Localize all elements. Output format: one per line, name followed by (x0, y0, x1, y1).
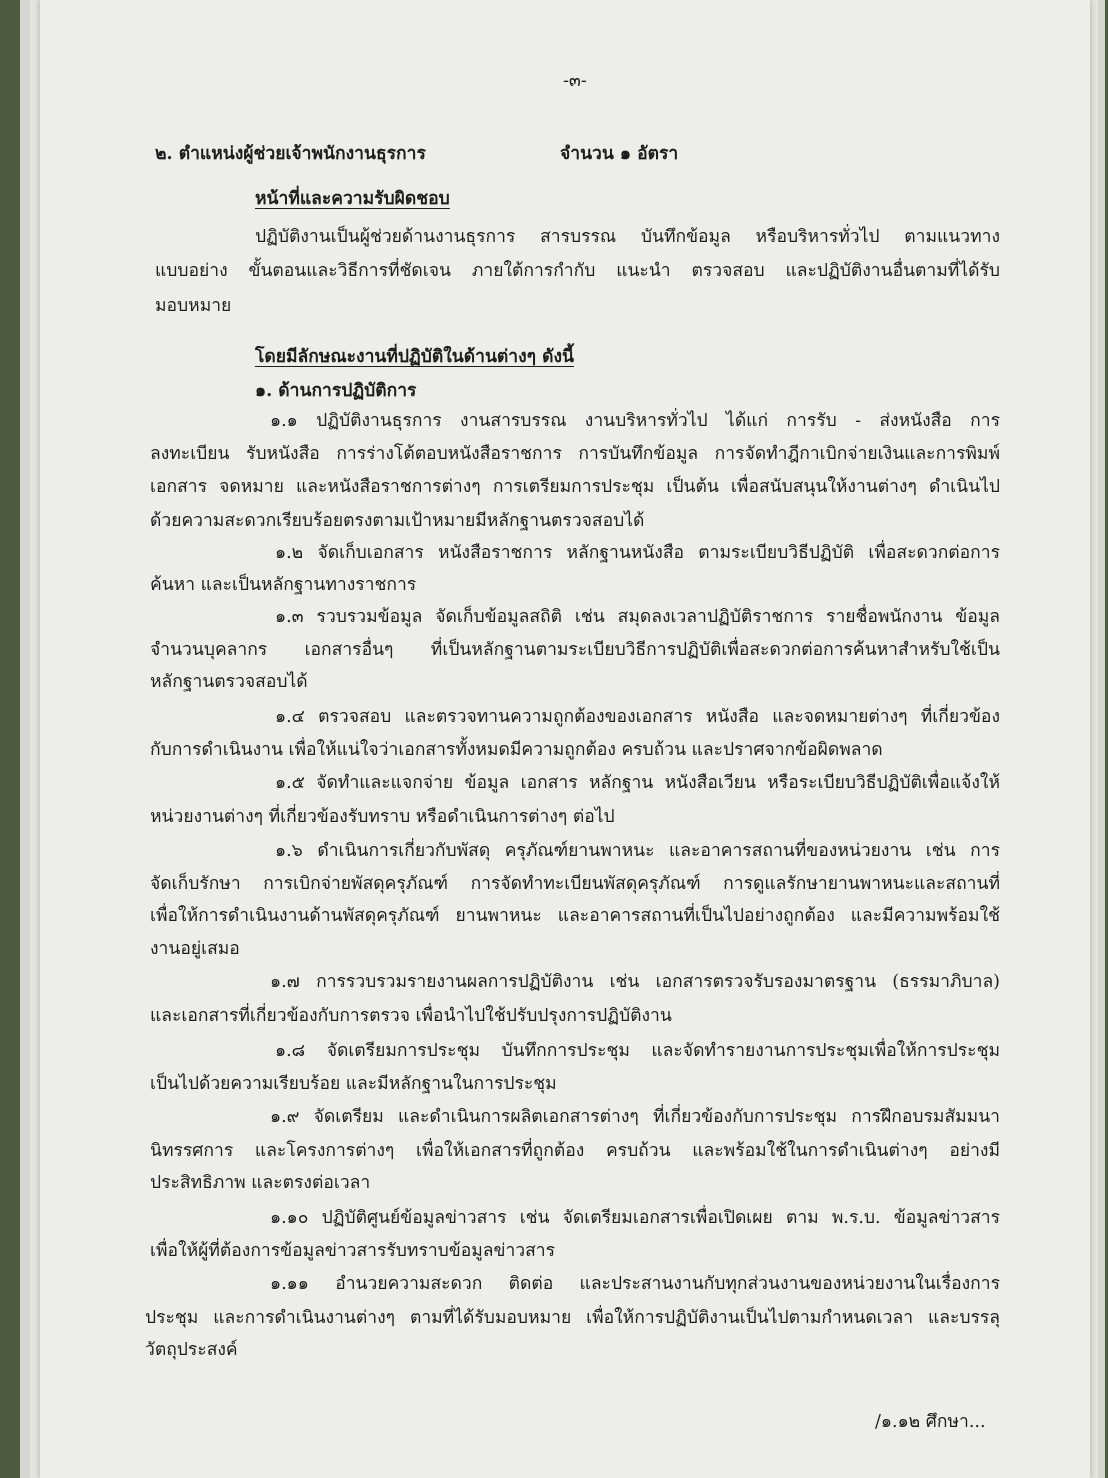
item-1-2-line-2: ค้นหา และเป็นหลักฐานทางราชการ (150, 575, 417, 595)
item-1-1-line-3: เอกสาร จดหมาย และหนังสือราชการต่างๆ การเตรียมการประชุม เป็นต้น เพื่อสนับสนุนให้งานต่างๆ ดำเนินไป (150, 477, 1000, 497)
footer-continuation: /๑.๑๒ ศึกษา... (875, 1412, 986, 1432)
item-1-6-line-4: งานอยู่เสมอ (150, 939, 240, 959)
item-1-8-line-2: เป็นไปด้วยความเรียบร้อย และมีหลักฐานในการประชุม (150, 1074, 557, 1094)
item-1-11-line-1: ๑.๑๑ อำนวยความสะดวก ติดต่อ และประสานงานกับทุกส่วนงานของหน่วยงานในเรื่องการ (270, 1274, 1000, 1294)
section-1-title: ๑. ด้านการปฏิบัติการ (255, 381, 417, 401)
item-1-5-line-1: ๑.๕ จัดทำและแจกจ่าย ข้อมูล เอกสาร หลักฐาน หนังสือเวียน หรือระเบียบวิธีปฏิบัติเพื่อแจ้งให้ (275, 773, 1000, 793)
item-1-4-line-2: กับการดำเนินงาน เพื่อให้แน่ใจว่าเอกสารทั้งหมดมีความถูกต้อง ครบถ้วน และปราศจากข้อผิดพลาด (150, 740, 883, 760)
item-1-3-line-1: ๑.๓ รวบรวมข้อมูล จัดเก็บข้อมูลสถิติ เช่น สมุดลงเวลาปฏิบัติราชการ รายชื่อพนักงาน ข้อมูล (275, 607, 1000, 627)
item-1-10-line-1: ๑.๑๐ ปฏิบัติศูนย์ข้อมูลข่าวสาร เช่น จัดเตรียมเอกสารเพื่อเปิดเผย ตาม พ.ร.บ. ข้อมูลข่าวสาร (270, 1208, 1000, 1228)
item-1-1-line-1: ๑.๑ ปฏิบัติงานธุรการ งานสารบรรณ งานบริหารทั่วไป ได้แก่ การรับ - ส่งหนังสือ การ (270, 411, 1000, 431)
item-1-10-line-2: เพื่อให้ผู้ที่ต้องการข้อมูลข่าวสารรับทราบข้อมูลข่าวสาร (150, 1241, 556, 1261)
document-page (40, 0, 1090, 1478)
item-1-11-line-2: ประชุม และการดำเนินงานต่างๆ ตามที่ได้รับมอบหมาย เพื่อให้การปฏิบัติงานเป็นไปตามกำหนดเวลา และบรรลุ (145, 1308, 1000, 1328)
position-count: จำนวน ๑ อัตรา (560, 144, 679, 164)
item-1-2-line-1: ๑.๒ จัดเก็บเอกสาร หนังสือราชการ หลักฐานหนังสือ ตามระเบียบวิธีปฏิบัติ เพื่อสะดวกต่อการ (275, 543, 1000, 563)
item-1-6-line-3: เพื่อให้การดำเนินงานด้านพัสดุครุภัณฑ์ ยานพาหนะ และอาคารสถานที่เป็นไปอย่างถูกต้อง และมีความพร้อมใช้ (150, 906, 1000, 926)
item-1-4-line-1: ๑.๔ ตรวจสอบ และตรวจทานความถูกต้องของเอกสาร หนังสือ และจดหมายต่างๆ ที่เกี่ยวข้อง (275, 707, 1000, 727)
item-1-9-line-1: ๑.๙ จัดเตรียม และดำเนินการผลิตเอกสารต่างๆ ที่เกี่ยวข้องกับการประชุม การฝึกอบรมสัมมนา (270, 1107, 1000, 1127)
item-1-3-line-2: จำนวนบุคลากร เอกสารอื่นๆ ที่เป็นหลักฐานตามระเบียบวิธีการปฏิบัติเพื่อสะดวกต่อการค้นหาสำหรับใช้เป็น (150, 640, 1000, 660)
tasks-heading: โดยมีลักษณะงานที่ปฏิบัติในด้านต่างๆ ดังนี้ (255, 347, 575, 367)
item-1-1-line-4: ด้วยความสะดวกเรียบร้อยตรงตามเป้าหมายมีหลักฐานตรวจสอบได้ (150, 511, 645, 531)
item-1-1-line-2: ลงทะเบียน รับหนังสือ การร่างโต้ตอบหนังสือราชการ การบันทึกข้อมูล การจัดทำฎีกาเบิกจ่ายเงินและการพิมพ์ (150, 444, 1000, 464)
item-1-6-line-2: จัดเก็บรักษา การเบิกจ่ายพัสดุครุภัณฑ์ การจัดทำทะเบียนพัสดุครุภัณฑ์ การดูแลรักษายานพาหนะและสถานที่ (150, 874, 1000, 894)
item-1-7-line-2: และเอกสารที่เกี่ยวข้องกับการตรวจ เพื่อนำไปใช้ปรับปรุงการปฏิบัติงาน (150, 1006, 672, 1026)
item-1-9-line-2: นิทรรศการ และโครงการต่างๆ เพื่อให้เอกสารที่ถูกต้อง ครบถ้วน และพร้อมใช้ในการดำเนินต่างๆ อย่างมี (150, 1141, 1000, 1161)
position-title: ๒. ตำแหน่งผู้ช่วยเจ้าพนักงานธุรการ (155, 144, 426, 164)
intro-line-1: ปฏิบัติงานเป็นผู้ช่วยด้านงานธุรการ สารบรรณ บันทึกข้อมูล หรือบริหารทั่วไป ตามแนวทาง (255, 227, 1000, 247)
item-1-8-line-1: ๑.๘ จัดเตรียมการประชุม บันทึกการประชุม และจัดทำรายงานการประชุมเพื่อให้การประชุม (275, 1041, 1000, 1061)
item-1-9-line-3: ประสิทธิภาพ และตรงต่อเวลา (150, 1173, 371, 1193)
item-1-11-line-3: วัตถุประสงค์ (145, 1340, 238, 1360)
item-1-5-line-2: หน่วยงานต่างๆ ที่เกี่ยวข้องรับทราบ หรือดำเนินการต่างๆ ต่อไป (150, 807, 615, 827)
intro-line-2: แบบอย่าง ขั้นตอนและวิธีการที่ชัดเจน ภายใต้การกำกับ แนะนำ ตรวจสอบ และปฏิบัติงานอื่นตามที่ได้รับ (155, 261, 1000, 281)
item-1-3-line-3: หลักฐานตรวจสอบได้ (150, 672, 308, 692)
item-1-6-line-1: ๑.๖ ดำเนินการเกี่ยวกับพัสดุ ครุภัณฑ์ยานพาหนะ และอาคารสถานที่ของหน่วยงาน เช่น การ (275, 841, 1000, 861)
item-1-7-line-1: ๑.๗ การรวบรวมรายงานผลการปฏิบัติงาน เช่น เอกสารตรวจรับรองมาตรฐาน (ธรรมาภิบาล) (270, 972, 1000, 992)
page-number: -๓- (563, 71, 587, 91)
duties-heading: หน้าที่และความรับผิดชอบ (255, 189, 450, 209)
intro-line-3: มอบหมาย (155, 296, 232, 316)
